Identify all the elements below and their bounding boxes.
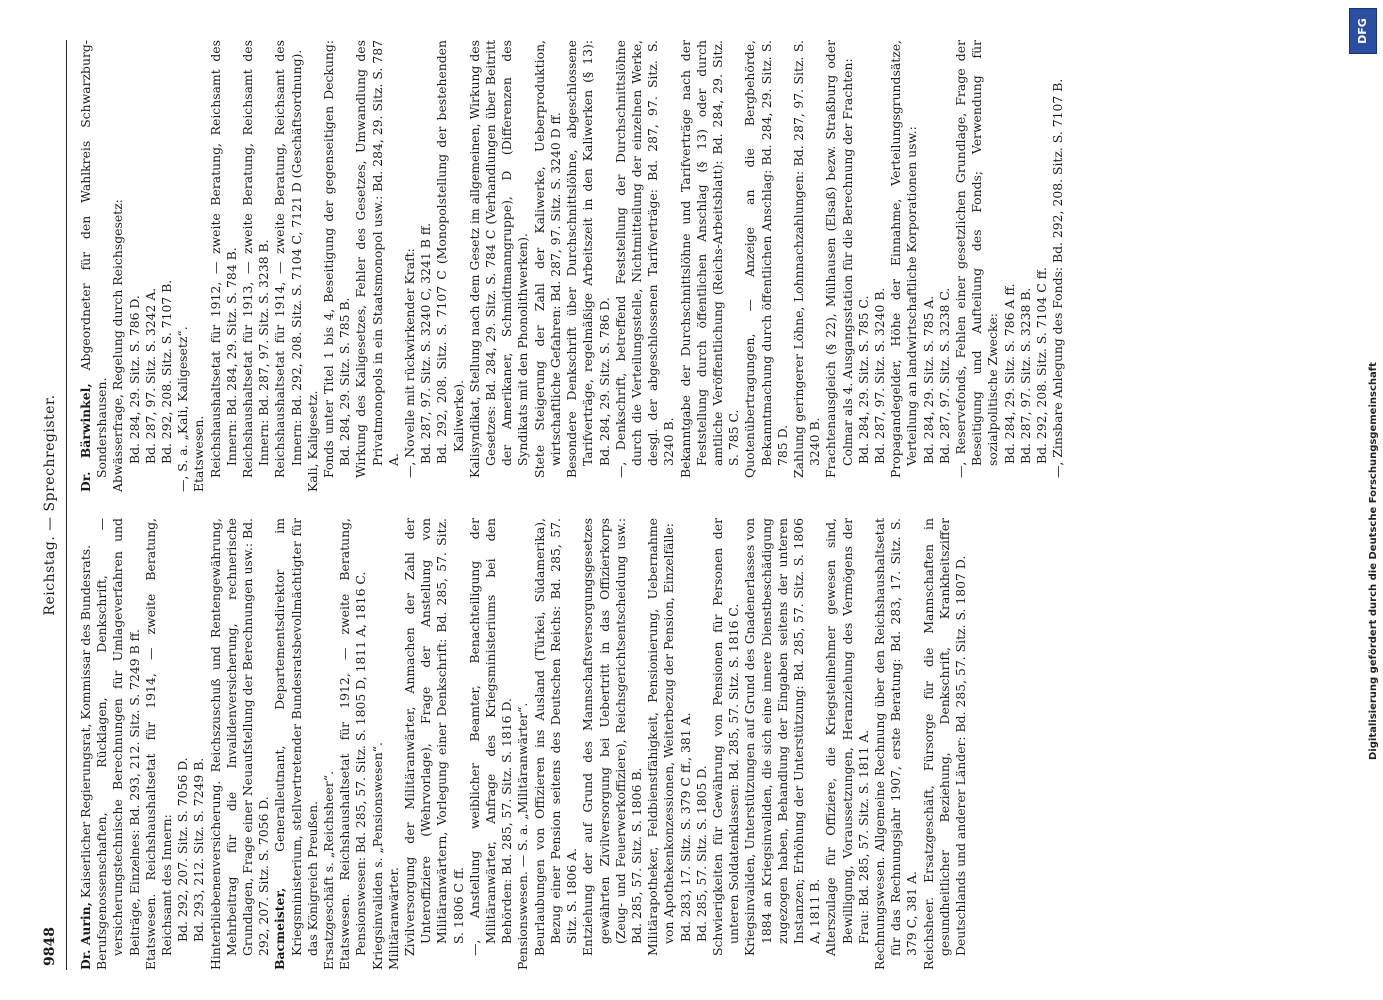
register-line: Etatswesen.: [191, 415, 207, 492]
register-line: Militäranwärter.: [385, 867, 401, 970]
register-line: —, Reservefonds, Fehlen einer gesetzlichen Grundlage, Frage der Beseitigung und Aufteilung des Fonds; Verwendung für sozialpolitische Zwecke:: [952, 40, 1001, 478]
register-line: Bd. 292, 208. Sitz. S. 7107 C (Monopolstellung der bestehenden Kaliwerke).: [434, 40, 466, 464]
entry-bacmeister: [272, 518, 321, 970]
register-line: Ersatzgeschäft s. „Reichsheer“.: [321, 770, 337, 970]
register-line: Bd. 292, 208. Sitz. S. 7107 B.: [159, 279, 175, 464]
register-line: Reichshaushaltsetat für 1913, — zweite Beratung, Reichsamt des Innern: Bd. 287, 97. Sitz. S. 3238 B.: [240, 40, 272, 478]
person-description: Abgeordneter für den Wahlkreis Schwarzburg-Sondershausen.: [78, 40, 110, 478]
page-header: [40, 40, 66, 970]
register-line: —, Denkschrift, betreffend Feststellung der Durchschnittslöhne durch die Verteilungsstelle, Nichtmitteilung der einzelnen Werke, desgl. der abgeschlossenen Tarifverträge: Bd. 287, 97. Sitz. S. 3240 B.: [612, 40, 677, 478]
register-line: Kali, Kaligesetz.: [304, 390, 320, 492]
register-line: Zahlung geringerer Löhne, Lohnnachzahlungen: Bd. 287, 97. Sitz. S. 3240 B.: [790, 40, 823, 478]
header-rule: [66, 40, 67, 970]
person-name: Dr. Aurin,: [78, 902, 93, 970]
register-line: Bekanntgabe der Durchschnittslöhne und Tarifverträge nach der Feststellung durch öffentlichen Anschlag (§ 13) oder durch amtliche Veröffentlichung (Reichs-Arbeitsblatt): Bd. 284, 29. Sitz. S. 785 C.: [677, 40, 742, 478]
register-line: —, Novelle mit rückwirkender Kraft:: [402, 248, 418, 478]
register-line: Stete Steigerung der Zahl der Kaliwerke, Ueberproduktion, wirtschaftliche Gefahren: Bd. 287, 97. Sitz. S. 3240 D ff.: [531, 40, 563, 478]
register-line: Entziehung der auf Grund des Mannschaftsversorgungsgesetzes gewährten Zivilversorgung bei Uebertritt in das Offizierkorps (Zeug- und Feuerwerkoffiziere), Reichsgerichtsentscheidung usw.: Bd. 285, 57. Sitz. S. 1806 B.: [580, 518, 644, 956]
register-line: —, Zinsbare Anlegung des Fonds: Bd. 292, 208. Sitz. S. 7107 B.: [1050, 78, 1066, 478]
entry-baerwinkel: [78, 40, 110, 492]
register-line: Berufsgenossenschaften, Rücklagen, Denkschrift, — versicherungstechnische Berechnungen für Umlageverfahren und Beiträge, Einzelnes: Bd. 293, 212. Sitz. S. 7249 B ff.: [94, 518, 142, 970]
register-line: Frachtenausgleich (§ 22), Mülhausen (Elsaß) bezw. Straßburg oder Colmar als 4. Ausgangsstation für die Berechnung der Frachten:: [823, 40, 855, 478]
register-line: Abwässerfrage, Regelung durch Reichsgesetz:: [110, 199, 126, 492]
register-line: Reichshaushaltsetat für 1912, — zweite Beratung, Reichsamt des Innern: Bd. 284, 29. Sitz. S. 784 B.: [207, 40, 239, 478]
register-line: Beurlaubungen von Offizieren ins Ausland (Türkei, Südamerika), Bezug einer Pension seitens des Deutschen Reichs: Bd. 285, 57. Sitz. S. 1806 A.: [531, 518, 580, 956]
register-line: Besondere Denkschrift über Durchschnittslöhne, abgeschlossene Tarifverträge, regelmäßige Arbeitszeit in den Kaliwerken (§ 13): Bd. 284, 29. Sitz. S. 786 D.: [564, 40, 612, 478]
register-line: Fonds unter Titel 1 bis 4, Beseitigung der gegenseitigen Deckung: Bd. 284, 29. Sitz. S. 785 B.: [321, 40, 353, 478]
register-line: Bd. 283, 17. Sitz. S. 379 C ff., 381 A.: [677, 712, 693, 942]
page: [40, 40, 1330, 970]
register-line: Bd. 285, 57. Sitz. S. 1805 D.: [693, 765, 709, 942]
register-line: Reichshaushaltsetat für 1914, — zweite Beratung, Reichsamt des Innern: Bd. 292, 208. Sitz. S. 7104 C, 7121 D (Geschäftsordnung).: [272, 40, 304, 478]
register-line: Bd. 292, 207. Sitz. S. 7056 D.: [175, 757, 191, 942]
register-line: Rechnungswesen. Allgemeine Rechnung über den Reichshaushaltsetat für das Rechnungsjahr 1907, erste Beratung: Bd. 283, 17. Sitz. S. 379 C, 381 A.: [871, 518, 920, 970]
entry-aurin: [78, 518, 94, 970]
register-line: Zivilversorgung der Militäranwärter, Anmachen der Zahl der Unteroffiziere (Wehrvorlage), Frage der Anstellung von Militäranwärtern, Vorlegung einer Denkschrift: Bd. 285, 57. Sitz. S. 1806 C ff.: [402, 518, 466, 956]
person-name: Bacmeister,: [272, 887, 288, 970]
register-line: Kriegsinvaliden s. „Pensionswesen“.: [369, 742, 385, 970]
register-line: Reichsheer. Ersatzgeschäft, Fürsorge für die Mannschaften in gesundheitlicher Beziehung, Denkschrift, Krankheitsziffer Deutschlands und anderer Länder: Bd. 285, 57. Sitz. S. 1807 D.: [920, 518, 968, 970]
register-line: Bd. 287, 97. Sitz. S. 3238 C.: [936, 287, 952, 464]
register-line: Schwierigkeiten für Gewährung von Pensionen für Personen der unteren Soldatenklassen: Bd. 285, 57. Sitz. S. 1816 C.: [709, 518, 742, 956]
register-line: Bd. 287, 97. Sitz. S. 3238 B.: [1017, 287, 1033, 464]
register-line: Bd. 284, 29. Sitz. S. 786 D.: [126, 295, 142, 464]
register-line: Bd. 284, 29. Sitz. S. 786 A ff.: [1001, 283, 1017, 464]
register-line: Kalisyndikat, Stellung nach dem Gesetz im allgemeinen, Wirkung des Gesetzes: Bd. 284, 29. Sitz. S. 784 C (Verhandlungen über Beitritt der Amerikaner, Schmidtmanngruppe), D (Differenzen des Syndikats mit den Phonolithwerken).: [466, 40, 531, 478]
person-description: Generalleutnant, Departementsdirektor im Kriegsministerium, stellvertretender Bundesratsbevollmächtigter für das Königreich Preußen.: [272, 518, 320, 956]
register-line: Bd. 293, 212. Sitz. S. 7249 B.: [191, 757, 207, 942]
register-line: Hinterbliebenenversicherung. Reichszuschuß und Rentengewährung, Mehrbeitrag für die Invalidenversicherung, rechnerische Grundlagen, Frage einer Neuaufstellung der Berechnungen usw.: Bd. 292, 207. Sitz. S. 7056 D.: [207, 518, 272, 970]
register-line: Pensionswesen. — S. a. „Militäranwärter“.: [515, 702, 531, 970]
register-line: —, S. a. „Kali, Kaligesetz“.: [175, 326, 191, 492]
running-head: Reichstag. — Sprechregister.: [42, 394, 58, 616]
person-description: Kaiserlicher Regierungsrat, Kommissar des Bundesrats.: [78, 544, 93, 899]
dfg-logo-text: DFG: [1356, 18, 1369, 44]
person-name: Dr. Bärwinkel,: [78, 383, 93, 492]
register-line: Wirkung des Kaligesetzes, Fehler des Gesetzes, Umwandlung des Privatmonopols in ein Staatsmonopol usw.: Bd. 284, 29. Sitz. S. 787 A.: [353, 40, 401, 478]
register-line: Etatswesen. Reichshaushaltsetat für 1912, — zweite Beratung, Pensionswesen: Bd. 285, 57. Sitz. S. 1805 D, 1811 A, 1816 C.: [337, 518, 369, 970]
register-line: Bd. 287, 97. Sitz. S. 3240 B.: [871, 287, 887, 464]
left-column: [78, 518, 969, 970]
register-line: Bd. 287, 97. Sitz. S. 3240 C, 3241 B ff.: [418, 222, 434, 464]
register-line: Alterszulage für Offiziere, die Kriegsteilnehmer gewesen sind, Bewilligung, Voraussetzungen, Heranziehung des Vermögens der Frau: Bd. 285, 57. Sitz. S. 1811 A.: [823, 518, 871, 956]
register-line: Bd. 287, 97. Sitz. S. 3242 A.: [142, 287, 158, 464]
register-line: Etatswesen. Reichshaushaltsetat für 1914, — zweite Beratung, Reichsamt des Innern:: [142, 518, 175, 970]
right-column: [78, 40, 1066, 492]
register-line: Bd. 284, 29. Sitz. S. 785 C.: [855, 295, 871, 464]
register-line: Militärapotheker, Feldbienstfähigkeit, Pensionierung, Uebernahme von Apothekenkonzessionen, Weiterbezug der Pension, Einzelfälle:: [645, 518, 677, 956]
register-line: Propagandegelder, Höhe der Einnahme, Verteilungsgrundsätze, Verteilung an landwirtschaftliche Korporationen usw.:: [888, 40, 920, 478]
register-line: Bd. 284, 29. Sitz. S. 785 A.: [920, 295, 936, 464]
digitization-note: Digitalisierung gefördert durch die Deutsche Forschungsgemeinschaft: [1368, 362, 1379, 760]
register-line: Quotenübertragungen, — Anzeige an die Bergbehörde, Bekanntmachung durch öffentlichen Anschlag: Bd. 284, 29. Sitz. S. 785 D.: [742, 40, 790, 478]
register-line: Kriegsinvaliden, Unterstützungen auf Grund des Gnadenerlasses von 1884 an Kriegsinvaliden, die sich eine innere Dienstbeschädigung zugezogen haben, Behandlung der Eingaben seitens der unteren Instanzen; Erhöhung der Unterstützung: Bd. 285, 57. Sitz. S. 1806 A, 1811 B.: [742, 518, 823, 956]
page-number: 9848: [42, 927, 58, 966]
register-line: —, Anstellung weiblicher Beamter, Benachteiligung der Militäranwärter, Anfrage des Kriegsministeriums bei den Behörden: Bd. 285, 57. Sitz. S. 1816 D.: [466, 518, 515, 956]
register-line: Bd. 292, 208. Sitz. S. 7104 C ff.: [1033, 267, 1049, 464]
